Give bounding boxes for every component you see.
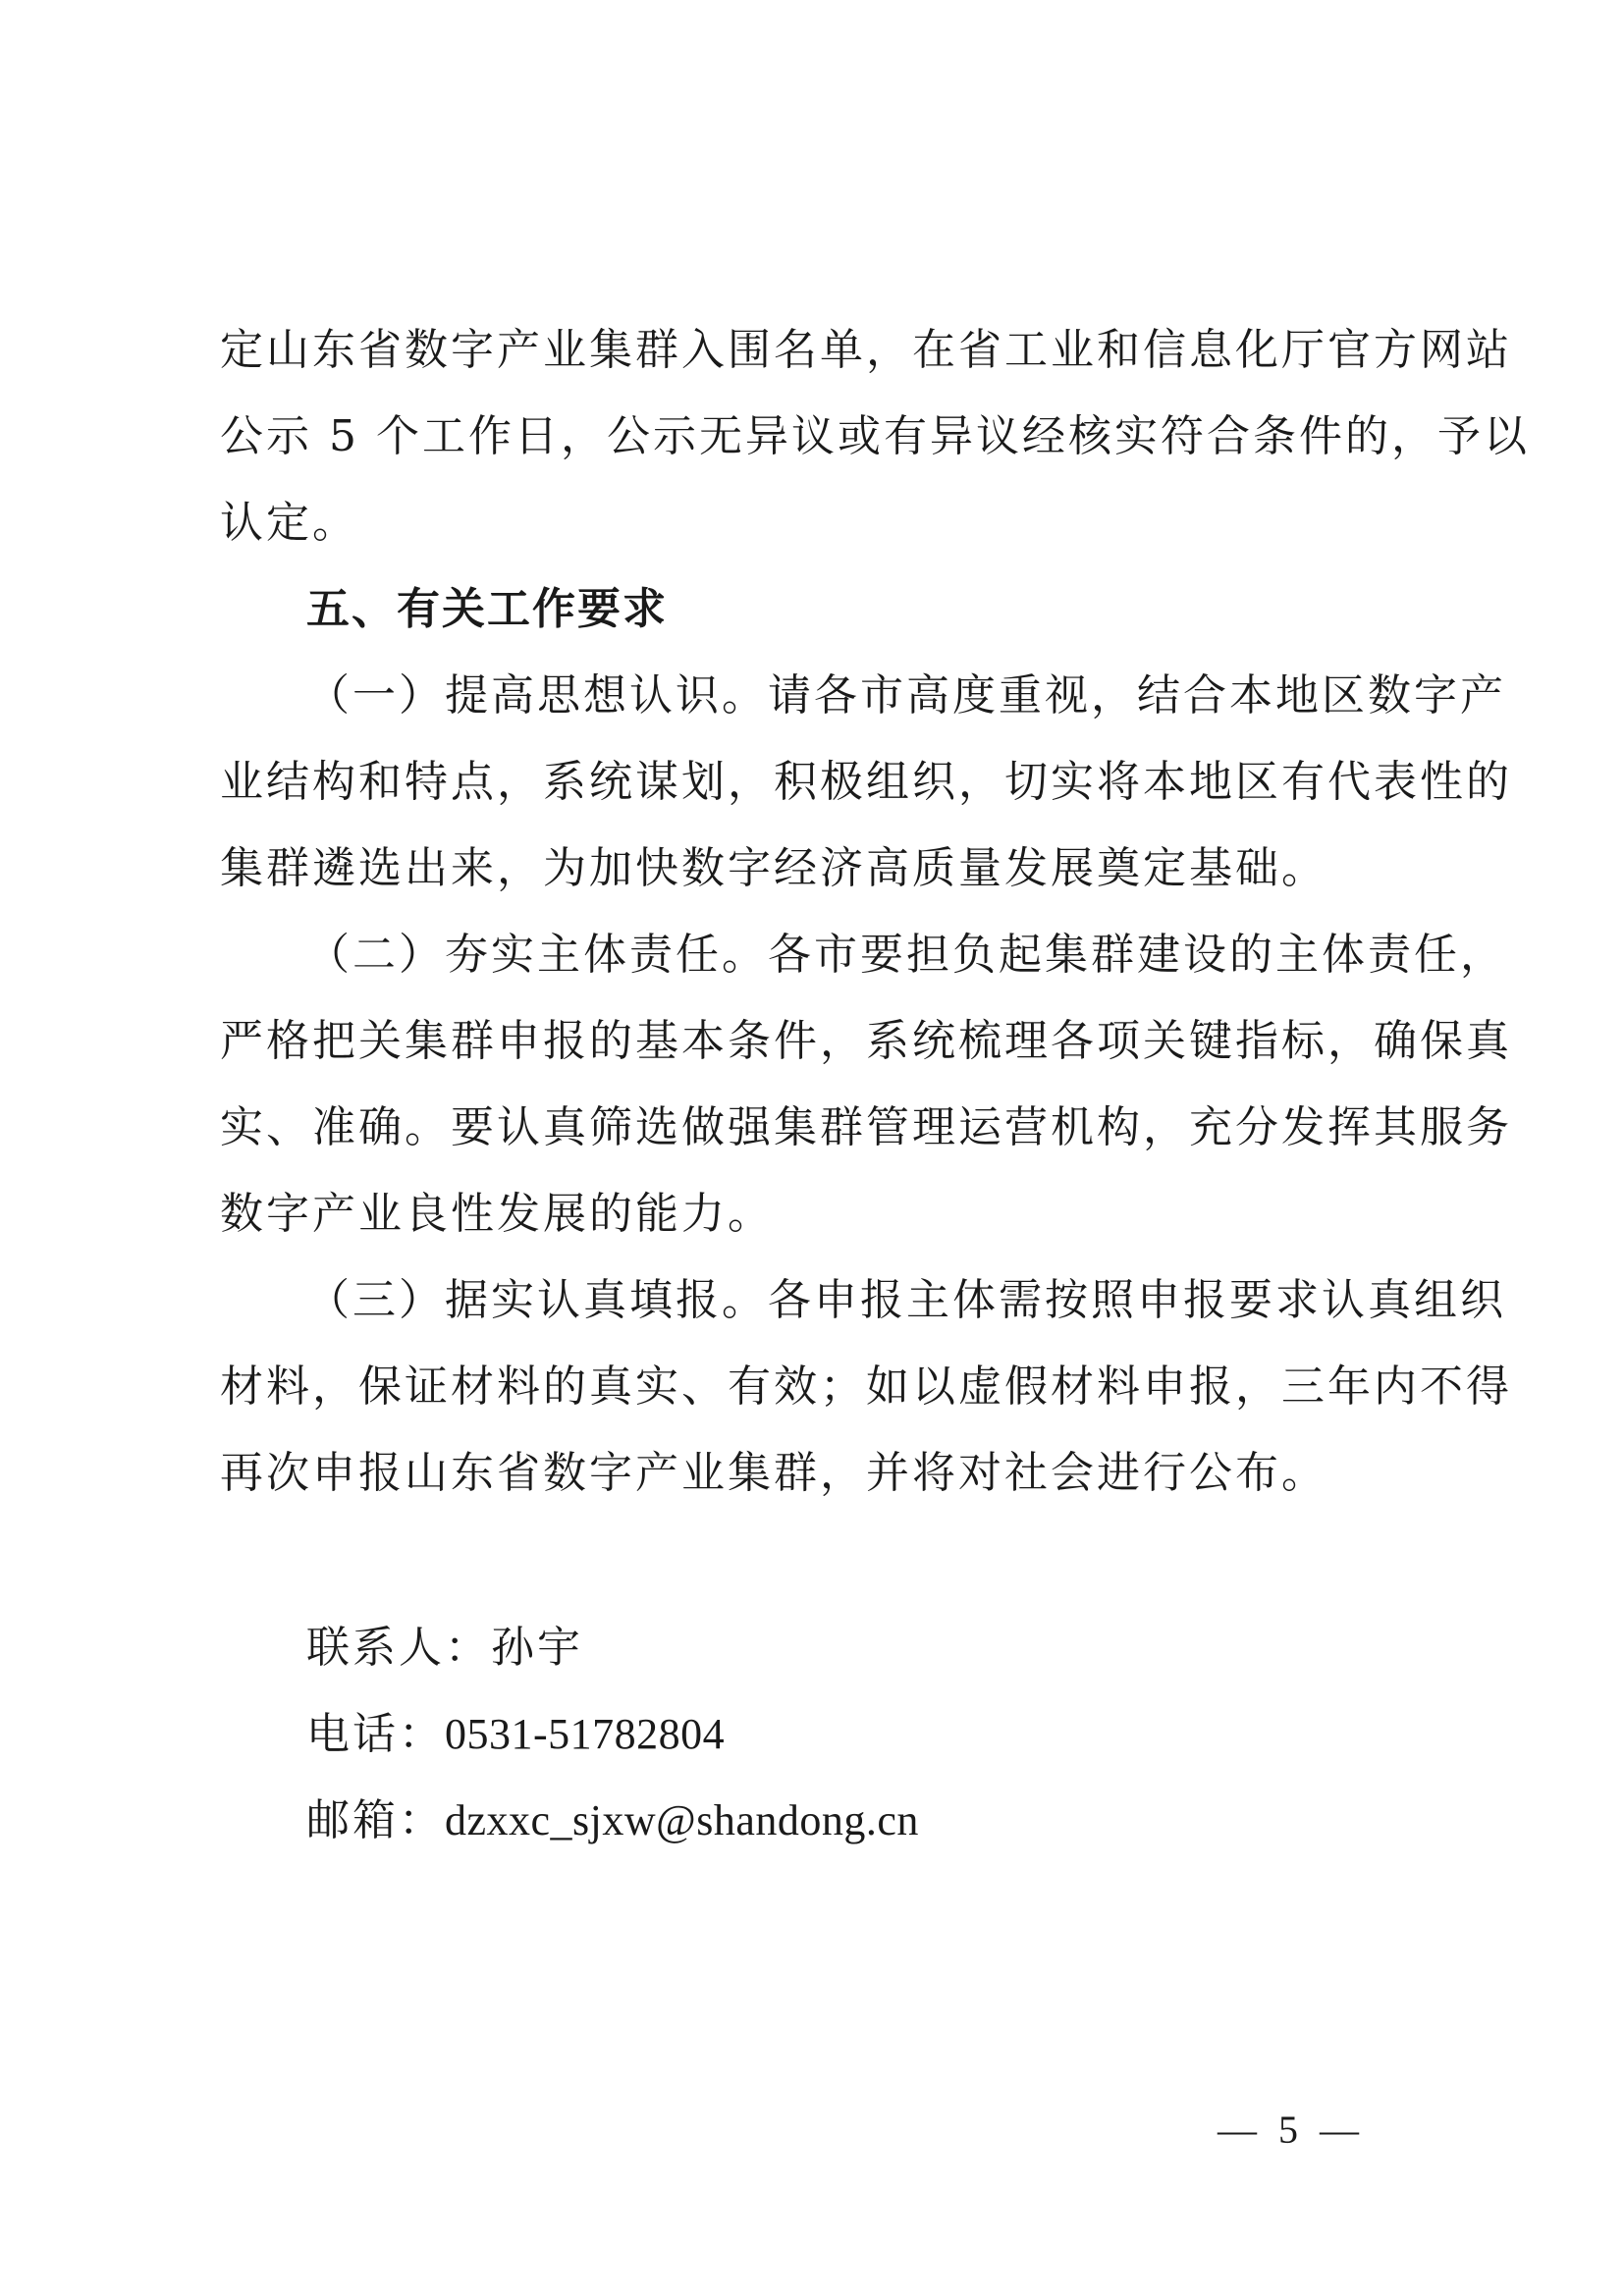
paragraph-line: 材料，保证材料的真实、有效；如以虚假材料申报，三年内不得 (220, 1362, 1512, 1412)
contact-email (306, 1791, 1514, 1850)
contact-phone (306, 1705, 1514, 1764)
paragraph-line: 公示 5 个工作日，公示无异议或有异议经核实符合条件的，予以 (220, 411, 1530, 461)
paragraph-line: 业结构和特点，系统谋划，积极组织，切实将本地区有代表性的 (220, 757, 1512, 807)
paragraph-line: 严格把关集群申报的基本条件，系统梳理各项关键指标，确保真 (220, 1016, 1512, 1066)
paragraph-line: 数字产业良性发展的能力。 (220, 1189, 774, 1239)
section-heading: 五、有关工作要求 (306, 584, 668, 634)
contact-person (306, 1619, 1514, 1678)
paragraph-line: 集群遴选出来，为加快数字经济高质量发展奠定基础。 (220, 843, 1327, 893)
contact-phone-value: 0531-51782804 (445, 1710, 726, 1758)
paragraph-line: 实、准确。要认真筛选做强集群管理运营机构，充分发挥其服务 (220, 1102, 1512, 1152)
page-number: — 5 — (1218, 2108, 1365, 2152)
paragraph-line: 认定。 (220, 498, 358, 548)
paragraph-line: （三）据实认真填报。各申报主体需按照申报要求认真组织 (306, 1275, 1506, 1325)
paragraph-line: （二）夯实主体责任。各市要担负起集群建设的主体责任， (306, 930, 1506, 980)
paragraph-line: 再次申报山东省数字产业集群，并将对社会进行公布。 (220, 1448, 1327, 1498)
contact-person-label: 联系人： (306, 1623, 491, 1673)
contact-person-value: 孙宇 (491, 1623, 583, 1673)
paragraph-line: （一）提高思想认识。请各市高度重视，结合本地区数字产 (306, 670, 1506, 721)
contact-email-value: dzxxc_sjxw@shandong.cn (445, 1796, 919, 1844)
contact-phone-label: 电话： (306, 1709, 445, 1759)
contact-email-label: 邮箱： (306, 1795, 445, 1845)
paragraph-line: 定山东省数字产业集群入围名单，在省工业和信息化厅官方网站 (220, 325, 1512, 375)
